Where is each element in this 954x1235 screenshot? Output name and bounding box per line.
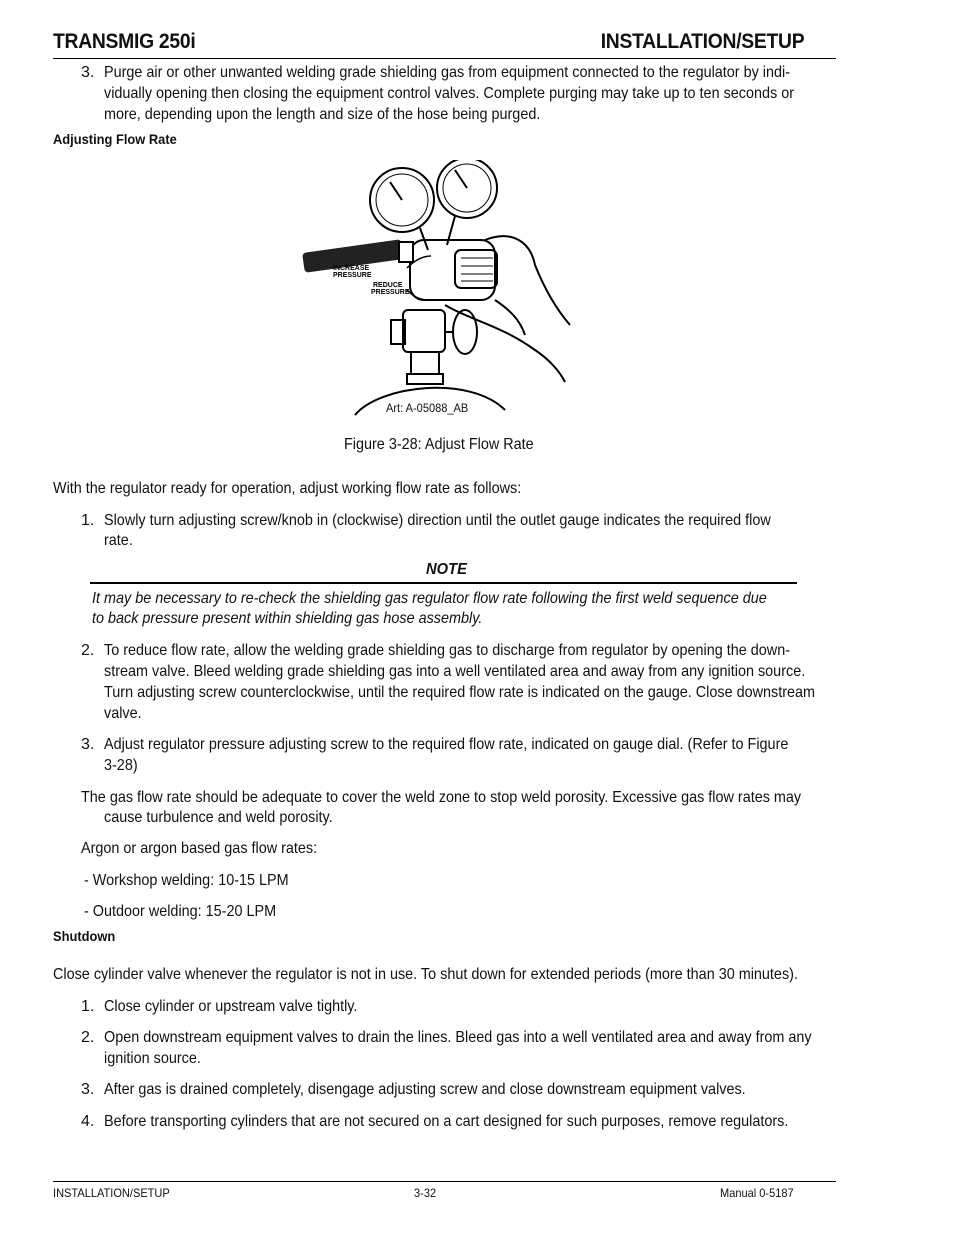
note-line: to back pressure present within shielding gas hose assembly. — [92, 610, 483, 627]
list-item-line: 3-28) — [104, 757, 138, 774]
list-item-line: valve. — [104, 705, 142, 722]
list-number: 1. — [81, 998, 95, 1015]
list-item-line: Close cylinder or upstream valve tightly. — [104, 998, 358, 1015]
list-item-line: Turn adjusting screw counterclockwise, until the required flow rate is indicated on the gauge. Close downstream — [104, 684, 816, 701]
footer-rule — [53, 1181, 836, 1182]
paragraph: The gas flow rate should be adequate to cover the weld zone to stop weld porosity. Excessive gas flow rates may — [81, 789, 802, 806]
list-item-line: Slowly turn adjusting screw/knob in (clockwise) direction until the outlet gauge indicates the required flow — [104, 512, 771, 529]
list-number: 2. — [81, 1029, 95, 1046]
list-item-line: After gas is drained completely, disengage adjusting screw and close downstream equipment valves. — [104, 1081, 746, 1098]
header-rule — [53, 58, 836, 59]
list-item-line: stream valve. Bleed welding grade shielding gas into a well ventilated area and away from any ignition source. — [104, 663, 806, 680]
list-item-line: vidually opening then closing the equipment control valves. Complete purging may take up to ten seconds or — [104, 85, 795, 102]
document-title: TRANSMIG 250i — [53, 30, 196, 53]
note-line: It may be necessary to re-check the shielding gas regulator flow rate following the first weld sequence due — [92, 590, 767, 607]
subheading-adjusting-flow-rate: Adjusting Flow Rate — [53, 131, 177, 147]
paragraph: Argon or argon based gas flow rates: — [81, 840, 318, 857]
list-number: 3. — [81, 1081, 95, 1098]
reduce-pressure-label: PRESSURE — [371, 289, 410, 296]
art-id: Art: A-05088_AB — [386, 401, 469, 415]
list-number: 4. — [81, 1113, 95, 1130]
list-item-line: Purge air or other unwanted welding grade shielding gas from equipment connected to the regulator by indi- — [104, 64, 791, 81]
list-item-line: rate. — [104, 532, 133, 549]
list-number: 3. — [81, 736, 95, 753]
section-title: INSTALLATION/SETUP — [600, 30, 804, 53]
regulator-illustration — [295, 160, 580, 420]
reduce-pressure-label: REDUCE — [373, 282, 403, 289]
subheading-shutdown: Shutdown — [53, 928, 116, 944]
paragraph: cause turbulence and weld porosity. — [104, 809, 333, 826]
list-item-line: ignition source. — [104, 1050, 201, 1067]
list-item-line: Open downstream equipment valves to drain the lines. Bleed gas into a well ventilated area and away from any — [104, 1029, 812, 1046]
footer-section: INSTALLATION/SETUP — [53, 1186, 170, 1200]
increase-pressure-label: PRESSURE — [333, 272, 372, 279]
list-number: 2. — [81, 642, 95, 659]
list-item-line: Adjust regulator pressure adjusting screw to the required flow rate, indicated on gauge dial. (Refer to Figure — [104, 736, 789, 753]
note-rule — [90, 582, 797, 584]
page-number: 3-32 — [414, 1186, 437, 1200]
increase-pressure-label: INCREASE — [333, 265, 370, 272]
list-number: 1. — [81, 512, 95, 529]
rate-item: - Outdoor welding: 15-20 LPM — [84, 903, 277, 920]
rate-item: - Workshop welding: 10-15 LPM — [84, 872, 289, 889]
note-title: NOTE — [426, 561, 467, 578]
manual-number: Manual 0-5187 — [720, 1186, 794, 1200]
list-item-line: more, depending upon the length and size of the hose being purged. — [104, 106, 541, 123]
paragraph: With the regulator ready for operation, adjust working flow rate as follows: — [53, 480, 522, 497]
list-item-line: To reduce flow rate, allow the welding grade shielding gas to discharge from regulator by opening the down- — [104, 642, 791, 659]
paragraph: Close cylinder valve whenever the regulator is not in use. To shut down for extended periods (more than 30 minutes). — [53, 966, 798, 983]
list-number: 3. — [81, 64, 95, 81]
list-item-line: Before transporting cylinders that are not secured on a cart designed for such purposes, remove regulators. — [104, 1113, 789, 1130]
figure-caption: Figure 3-28: Adjust Flow Rate — [344, 436, 534, 453]
